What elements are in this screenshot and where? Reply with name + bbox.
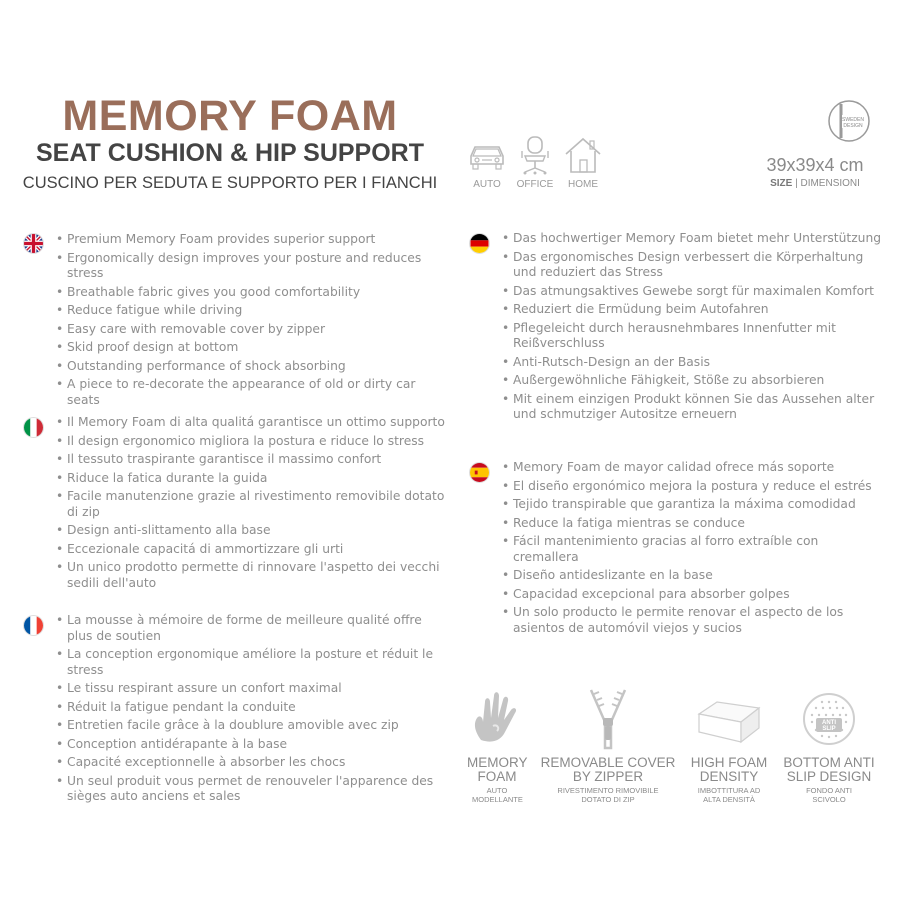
use-home-label: HOME [568,179,598,190]
list-item: • Reduziert die Ermüdung beim Autofahren [502,302,887,318]
car-icon [467,134,507,176]
list-item: • Un seul produit vous permet de renouveler l'apparence des sièges auto anciens et sales [56,774,446,805]
size-value: 39x39x4 cm [766,155,864,175]
list-item: • Mit einem einzigen Produkt können Sie das Aussehen alter und schmutziger Autositze erneuern [502,392,887,423]
svg-text:DESIGN: DESIGN [843,123,863,129]
page-subtitle-italian: CUSCINO PER SEDUTA E SUPPORTO PER I FIANCHI [22,174,438,192]
feature-subtitle: FONDO ANTI SCIVOLO [806,786,852,804]
spain-flag-icon [469,462,490,483]
list-item: • Reduce fatigue while driving [56,303,446,319]
list-item: • Pflegeleicht durch herausnehmbares Innenfutter mit Reißverschluss [502,321,887,352]
list-item: • Das hochwertiger Memory Foam bietet mehr Unterstützung [502,231,887,247]
list-item: • Réduit la fatigue pendant la conduite [56,700,446,716]
feature-row [462,688,882,808]
french-list [56,613,446,808]
feature-title: REMOVABLE COVER BY ZIPPER [540,755,676,784]
foam-block-icon [693,688,765,750]
list-item: • El diseño ergonómico mejora la postura y reduce el estrés [502,479,887,495]
list-item: • Easy care with removable cover by zipper [56,322,446,338]
feature-zipper [540,688,676,804]
anti-slip-icon [798,688,860,750]
list-item: • Il Memory Foam di alta qualitá garantisce un ottimo supporto [56,415,446,431]
feature-subtitle: RIVESTIMENTO RIMOVIBILE DOTATO DI ZIP [557,786,659,804]
feature-memory-foam [442,688,552,804]
use-home [562,134,604,190]
list-item: • Il design ergonomico migliora la postura e riduce lo stress [56,434,446,450]
use-auto [466,134,508,190]
list-item: • Premium Memory Foam provides superior support [56,232,446,248]
list-item: • Capacidad excepcional para absorber golpes [502,587,887,603]
italian-list [56,415,446,594]
sweden-design-logo-icon [828,100,870,142]
list-item: • Le tissu respirant assure un confort maximal [56,681,446,697]
list-item: • Capacité exceptionnelle à absorber les chocs [56,755,446,771]
list-item: • Riduce la fatica durante la guida [56,471,446,487]
feature-foam-density [674,688,784,804]
use-office [514,134,556,190]
german-list [502,231,887,426]
svg-text:SLIP: SLIP [822,726,836,732]
use-icons [466,134,604,190]
list-item: • Facile manutenzione grazie al rivestimento removibile dotato di zip [56,489,446,520]
office-chair-icon [515,134,555,176]
list-item: • Reduce la fatiga mientras se conduce [502,516,887,532]
feature-subtitle: AUTO MODELLANTE [472,786,523,804]
list-item: • Diseño antideslizante en la base [502,568,887,584]
feature-title: BOTTOM ANTI SLIP DESIGN [783,755,875,784]
page-title: MEMORY FOAM [62,92,398,140]
page-subtitle: SEAT CUSHION & HIP SUPPORT [35,139,424,167]
list-item: • Conception antidérapante à la base [56,737,446,753]
list-item: • Tejido transpirable que garantiza la máxima comodidad [502,497,887,513]
feature-anti-slip [774,688,884,804]
list-item: • Il tessuto traspirante garantisce il massimo confort [56,452,446,468]
list-item: • Skid proof design at bottom [56,340,446,356]
use-auto-label: AUTO [473,179,501,190]
list-item: • Das atmungsaktives Gewebe sorgt für maximalen Komfort [502,284,887,300]
house-icon [561,134,605,176]
feature-title: HIGH FOAM DENSITY [690,755,768,784]
list-item: • Ergonomically design improves your posture and reduces stress [56,251,446,282]
feature-subtitle: IMBOTTITURA AD ALTA DENSITÀ [697,786,761,804]
list-item: • Anti-Rutsch-Design an der Basis [502,355,887,371]
spanish-list [502,460,887,639]
list-item: • A piece to re-decorate the appearance of old or dirty car seats [56,377,446,408]
list-item: • Das ergonomisches Design verbessert die Körperhaltung und reduziert das Stress [502,250,887,281]
list-item: • Breathable fabric gives you good comfortability [56,285,446,301]
list-item: • La mousse à mémoire de forme de meilleure qualité offre plus de soutien [56,613,446,644]
list-item: • La conception ergonomique améliore la posture et réduit le stress [56,647,446,678]
list-item: • Memory Foam de mayor calidad ofrece más soporte [502,460,887,476]
list-item: • Fácil mantenimiento gracias al forro extraíble con cremallera [502,534,887,565]
hand-print-icon [467,688,527,750]
list-item: • Entretien facile grâce à la doublure amovible avec zip [56,718,446,734]
uk-flag-icon [23,233,44,254]
france-flag-icon [23,615,44,636]
zipper-icon [583,688,633,750]
list-item: • Design anti-slittamento alla base [56,523,446,539]
germany-flag-icon [469,233,490,254]
size-label: SIZE | DIMENSIONI [770,178,860,189]
list-item: • Un unico prodotto permette di rinnovare l'aspetto dei vecchi sedili dell'auto [56,560,446,591]
list-item: • Outstanding performance of shock absorbing [56,359,446,375]
list-item: • Eccezionale capacitá di ammortizzare gli urti [56,542,446,558]
svg-text:SWEDEN: SWEDEN [842,117,864,123]
anti-slip-badge-text: ANTI [822,720,836,726]
list-item: • Un solo producto le permite renovar el aspecto de los asientos de automóvil viejos y sucios [502,605,887,636]
use-office-label: OFFICE [516,179,554,190]
english-list [56,232,446,411]
feature-title: MEMORY FOAM [467,755,528,784]
italy-flag-icon [23,417,44,438]
list-item: • Außergewöhnliche Fähigkeit, Stöße zu absorbieren [502,373,887,389]
